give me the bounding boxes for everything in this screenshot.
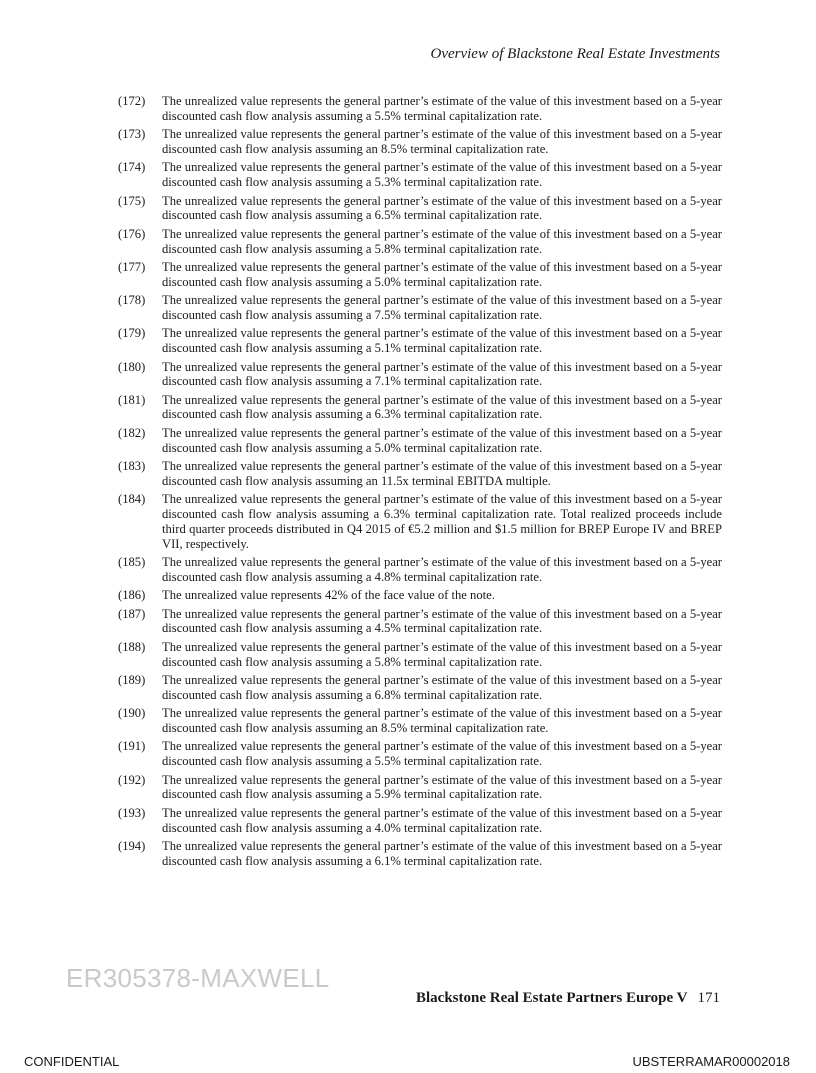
footnote-number: (184) [118, 492, 146, 507]
footnote [118, 459, 722, 489]
footnote-text: The unrealized value represents the general partner’s estimate of the value of this investment based on a 5-year discounted cash flow analysis assuming a 5.8% terminal capitalization rate. [162, 226, 722, 256]
footnote-number: (186) [118, 588, 146, 603]
footnote-number: (180) [118, 359, 146, 374]
running-header: Overview of Blackstone Real Estate Investments [430, 46, 720, 62]
footnote-number: (191) [118, 739, 146, 754]
footnote-text: The unrealized value represents the general partner’s estimate of the value of this investment based on a 5-year discounted cash flow analysis assuming a 5.5% terminal capitalization rate. [162, 94, 722, 123]
footnote-text: The unrealized value represents the general partner’s estimate of the value of this investment based on a 5-year discounted cash flow analysis assuming a 5.5% terminal capitalization rate. [162, 739, 722, 769]
footnote [118, 773, 722, 803]
watermark: ER305378-MAXWELL [66, 963, 330, 993]
footnote [118, 492, 722, 551]
footnote [118, 127, 722, 157]
footnote [118, 673, 722, 703]
footnote [118, 194, 722, 224]
footnote-number: (185) [118, 555, 146, 570]
footnote-text: The unrealized value represents the general partner’s estimate of the value of this investment based on a 5-year discounted cash flow analysis assuming a 4.5% terminal capitalization rate. [162, 606, 722, 636]
bates-number: UBSTERRAMAR00002018 [632, 1054, 790, 1069]
footnote-text: The unrealized value represents the general partner’s estimate of the value of this investment based on a 5-year discounted cash flow analysis assuming a 7.5% terminal capitalization rate. [162, 293, 722, 322]
page-number: 171 [697, 990, 720, 1006]
footnote-number: (175) [118, 193, 146, 208]
footnote [118, 94, 722, 124]
footnote-text: The unrealized value represents the general partner’s estimate of the value of this investment based on a 5-year discounted cash flow analysis assuming a 5.9% terminal capitalization rate. [162, 772, 722, 802]
footnote-text: The unrealized value represents the general partner’s estimate of the value of this investment based on a 5-year discounted cash flow analysis assuming an 8.5% terminal capitalization rate. [162, 706, 722, 735]
footnote-text: The unrealized value represents the general partner’s estimate of the value of this investment based on a 5-year discounted cash flow analysis assuming a 6.3% terminal capitalization rate. [162, 392, 722, 422]
footnote-text: The unrealized value represents the general partner’s estimate of the value of this investment based on a 5-year discounted cash flow analysis assuming a 6.5% terminal capitalization rate. [162, 193, 722, 223]
fund-name: Blackstone Real Estate Partners Europe V [415, 990, 688, 1006]
footnote-text: The unrealized value represents the general partner’s estimate of the value of this investment based on a 5-year discounted cash flow analysis assuming a 5.3% terminal capitalization rate. [162, 160, 722, 190]
footnote [118, 260, 722, 290]
footnote-number: (188) [118, 639, 146, 654]
footnote-number: (177) [118, 259, 146, 274]
footnote-number: (174) [118, 160, 146, 175]
confidential-label: CONFIDENTIAL [24, 1054, 120, 1069]
footnote [118, 555, 722, 585]
footnote-text: The unrealized value represents the general partner’s estimate of the value of this investment based on a 5-year discounted cash flow analysis assuming a 5.1% terminal capitalization rate. [162, 326, 722, 356]
footnote-text: The unrealized value represents the general partner’s estimate of the value of this investment based on a 5-year discounted cash flow analysis assuming an 11.5x terminal EBITDA multiple. [162, 459, 722, 488]
footnote-text: The unrealized value represents the general partner’s estimate of the value of this investment based on a 5-year discounted cash flow analysis assuming a 6.8% terminal capitalization rate. [162, 672, 722, 702]
footnote [118, 293, 722, 323]
footnote [118, 739, 722, 769]
footnote-text: The unrealized value represents the general partner’s estimate of the value of this investment based on a 5-year discounted cash flow analysis assuming a 6.1% terminal capitalization rate. [162, 838, 722, 868]
footnote [118, 607, 722, 637]
footnote [118, 227, 722, 257]
footnote [118, 640, 722, 670]
page-footer [416, 990, 720, 1007]
footnote [118, 393, 722, 423]
footnote-number: (178) [118, 293, 146, 308]
footnote-text: The unrealized value represents the general partner’s estimate of the value of this investment based on a 5-year discounted cash flow analysis assuming a 7.1% terminal capitalization rate. [162, 359, 722, 389]
footnote-number: (193) [118, 805, 146, 820]
footnote-number: (192) [118, 772, 146, 787]
footnote-number: (183) [118, 459, 146, 474]
footnote-number: (187) [118, 606, 146, 621]
footnote-number: (182) [118, 425, 146, 440]
footnote-number: (189) [118, 672, 146, 687]
footnote-text: The unrealized value represents the general partner’s estimate of the value of this investment based on a 5-year discounted cash flow analysis assuming a 5.0% terminal capitalization rate. [162, 259, 722, 289]
footnote [118, 588, 722, 603]
footnote [118, 426, 722, 456]
footnote-text: The unrealized value represents the general partner’s estimate of the value of this investment based on a 5-year discounted cash flow analysis assuming an 8.5% terminal capitalization rate. [162, 127, 722, 156]
footnote-number: (176) [118, 226, 146, 241]
footnote-text: The unrealized value represents 42% of the face value of the note. [162, 588, 495, 603]
footnote-text: The unrealized value represents the general partner’s estimate of the value of this investment based on a 5-year discounted cash flow analysis assuming a 5.8% terminal capitalization rate. [162, 639, 722, 669]
footnote-number: (181) [118, 392, 146, 407]
footnote-number: (172) [118, 94, 146, 108]
footnote-list [118, 94, 722, 872]
footnote-text: The unrealized value represents the general partner’s estimate of the value of this investment based on a 5-year discounted cash flow analysis assuming a 5.0% terminal capitalization rate. [162, 425, 722, 455]
footnote-text: The unrealized value represents the general partner’s estimate of the value of this investment based on a 5-year discounted cash flow analysis assuming a 4.0% terminal capitalization rate. [162, 805, 722, 835]
footnote-number: (179) [118, 326, 146, 341]
footnote-number: (190) [118, 706, 146, 721]
footnote [118, 360, 722, 390]
footnote [118, 160, 722, 190]
footnote-number: (173) [118, 127, 146, 142]
footnote-text: The unrealized value represents the general partner’s estimate of the value of this investment based on a 5-year discounted cash flow analysis assuming a 6.3% terminal capitalization rate. Total realized proceeds include third quarter proceeds distributed in Q4 2015 of €5.2 million and $1.5 million for BREP Europe IV and BREP VII, respectively. [162, 492, 722, 551]
footnote [118, 706, 722, 736]
footnote [118, 839, 722, 869]
footnote [118, 806, 722, 836]
footnote [118, 326, 722, 356]
footnote-text: The unrealized value represents the general partner’s estimate of the value of this investment based on a 5-year discounted cash flow analysis assuming a 4.8% terminal capitalization rate. [162, 555, 722, 584]
footnote-number: (194) [118, 838, 146, 853]
